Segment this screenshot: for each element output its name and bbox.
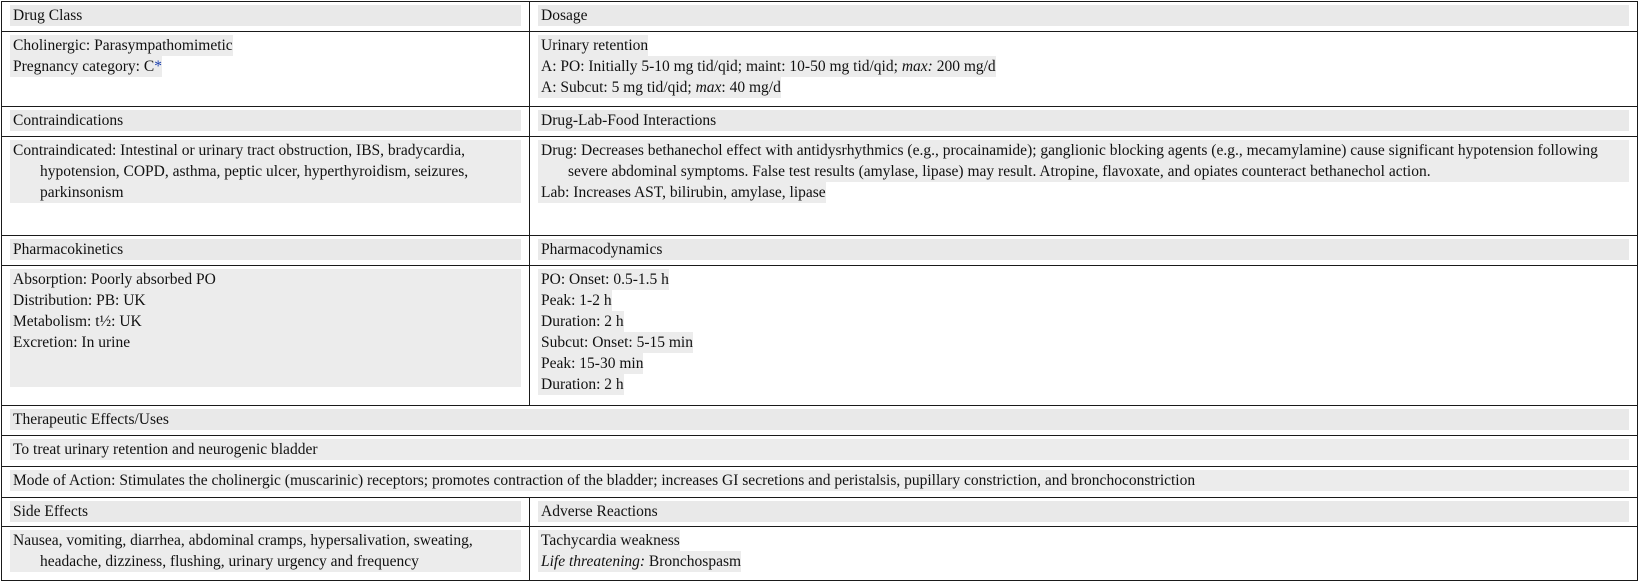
side-effects-cell [2,527,530,581]
pd-po-onset: PO: Onset: 0.5-1.5 h [538,269,669,290]
drug-info-table [1,1,1638,581]
therapeutic-text: To treat urinary retention and neurogenic bladder [10,439,1629,460]
side-effects-text: Nausea, vomiting, diarrhea, abdominal cramps, hypersalivation, sweating, headache, dizziness, flushing, urinary urgency and frequency [10,530,521,572]
drug-class-cell [2,31,530,107]
contraindications-header-cell [2,107,530,137]
adverse-cell [530,527,1638,581]
adverse-header: Adverse Reactions [538,501,1629,522]
pharmacodynamics-cell [530,265,1638,405]
dosage-header-cell [530,2,1638,32]
pharmacodynamics-header-cell [530,236,1638,266]
pd-subcut-onset: Subcut: Onset: 5-15 min [538,332,693,353]
pd-subcut-duration: Duration: 2 h [538,374,624,395]
pd-po-peak: Peak: 1-2 h [538,290,612,311]
dosage-po: A: PO: Initially 5-10 mg tid/qid; maint: 10-50 mg tid/qid; max: 200 mg/d [538,56,996,77]
interactions-header-cell [530,107,1638,137]
footnote-marker: * [154,57,162,75]
contraindications-header: Contraindications [10,110,521,131]
pk-excretion: Excretion: In urine [13,333,131,351]
therapeutic-header-cell [2,405,1638,436]
mode-of-action-cell [2,467,1638,498]
interactions-cell [530,136,1638,235]
dosage-subcut: A: Subcut: 5 mg tid/qid; max: 40 mg/d [538,77,781,98]
side-effects-header-cell [2,497,530,527]
pharmacokinetics-header: Pharmacokinetics [10,239,521,260]
dosage-cell [530,31,1638,107]
dosage-indication: Urinary retention [538,35,648,56]
interactions-lab: Lab: Increases AST, bilirubin, amylase, lipase [538,182,826,203]
pharmacodynamics-header: Pharmacodynamics [538,239,1629,260]
side-effects-header: Side Effects [10,501,521,522]
pk-distribution: Distribution: PB: UK [13,291,146,309]
therapeutic-header: Therapeutic Effects/Uses [10,409,1629,430]
pk-metabolism: Metabolism: t½: UK [13,312,142,330]
pharmacokinetics-block [10,269,521,387]
drug-class-header-cell [2,2,530,32]
interactions-header: Drug-Lab-Food Interactions [538,110,1629,131]
dosage-header: Dosage [538,5,1629,26]
pd-subcut-peak: Peak: 15-30 min [538,353,643,374]
therapeutic-cell [2,436,1638,467]
pregnancy-category: Pregnancy category: C* [10,56,162,77]
contraindications-cell [2,136,530,235]
adverse-line-2: Life threatening: Bronchospasm [538,551,741,572]
contraindications-text: Contraindicated: Intestinal or urinary tract obstruction, IBS, bradycardia, hypotension, COPD, asthma, peptic ulcer, hyperthyroidism, seizures, parkinsonism [10,140,521,203]
mode-of-action-text: Mode of Action: Stimulates the cholinergic (muscarinic) receptors; promotes contraction of the bladder; increases GI secretions and peristalsis, pupillary constriction, and bronchoconstriction [10,470,1629,491]
pharmacokinetics-cell [2,265,530,405]
interactions-drug: Drug: Decreases bethanechol effect with antidysrhythmics (e.g., procainamide); ganglionic blocking agents (e.g., mecamylamine) cause significant hypotension following severe abdominal symptoms. False test results (amylase, lipase) may result. Atropine, flavoxate, and opiates counteract bethanechol action. [538,140,1629,182]
drug-class-value: Cholinergic: Parasympathomimetic [10,35,233,56]
pharmacokinetics-header-cell [2,236,530,266]
pd-po-duration: Duration: 2 h [538,311,624,332]
pk-absorption: Absorption: Poorly absorbed PO [13,270,216,288]
adverse-line-1: Tachycardia weakness [538,530,680,551]
adverse-header-cell [530,497,1638,527]
drug-class-header: Drug Class [10,5,521,26]
